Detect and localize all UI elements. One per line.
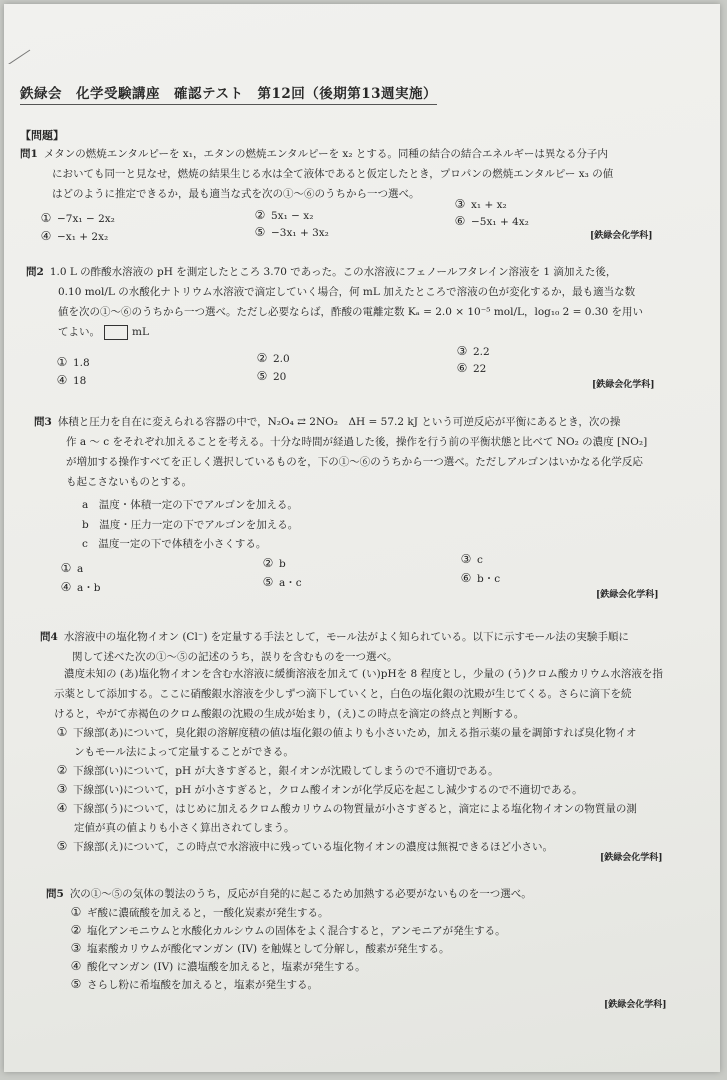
- option-number: ⑥: [456, 361, 468, 375]
- q3-option-1[interactable]: ① a: [60, 561, 84, 575]
- option-number: ④: [70, 959, 82, 973]
- option-number: ③: [460, 552, 472, 566]
- option-number: ③: [70, 941, 82, 955]
- option-number: ③: [56, 782, 68, 796]
- q5-option-5[interactable]: ⑤ さらし粉に希塩酸を加えると，塩素が発生する。: [70, 977, 318, 991]
- q3-line: 体積と圧力を自在に変えられる容器の中で，N₂O₄ ⇄ 2NO₂ ΔH = 57.2 kJ という可逆反応が平衡にあるとき，次の操: [57, 416, 621, 428]
- page-title: 鉄緑会 化学受験講座 確認テスト 第12回（後期第13週実施）: [20, 82, 437, 105]
- q2-title: 問2: [26, 266, 44, 278]
- option-number: ③: [456, 344, 468, 358]
- answer-box[interactable]: [104, 325, 128, 340]
- q1-option-5[interactable]: ⑤ −3x₁ + 3x₂: [254, 225, 329, 239]
- question-3: [34, 412, 714, 492]
- q4-option-3[interactable]: ③ 下線部(い)について，pH が小さすぎると，クロム酸イオンが化学反応を起こし減少するので不適切である。: [56, 782, 583, 796]
- option-number: ①: [40, 211, 52, 225]
- exam-paper: [4, 4, 720, 1072]
- question-5: [46, 884, 716, 904]
- q3-line: が増加する操作すべてを正しく選択しているものを，下の①〜⑥のうちから一つ選べ。ただしアルゴンはいかなる化学反応: [66, 456, 643, 468]
- problem-tag: 【問題】: [20, 129, 64, 142]
- q3-item-a: a 温度・体積一定の下でアルゴンを加える。: [82, 499, 298, 511]
- q4-option-4-cont: 定値が真の値よりも小さく算出されてしまう。: [74, 822, 295, 834]
- q2-line: 値を次の①〜⑥のうちから一つ選べ。ただし必要ならば，酢酸の電離定数 Kₐ = 2.0 × 10⁻⁵ mol/L，log₁₀ 2 = 0.30 を用い: [58, 306, 643, 318]
- q3-item-b: b 温度・圧力一定の下でアルゴンを加える。: [82, 519, 299, 531]
- q3-option-4[interactable]: ④ a・b: [60, 580, 101, 594]
- q2-line: 0.10 mol/L の水酸化ナトリウム水溶液で滴定していく場合，何 mL 加えたところで溶液の色が変化するか，最も適当な数: [58, 286, 636, 298]
- q5-title: 問5: [46, 888, 64, 900]
- q5-option-4[interactable]: ④ 酸化マンガン (IV) に濃塩酸を加えると，塩素が発生する。: [70, 959, 366, 973]
- option-number: ②: [256, 351, 268, 365]
- option-number: ⑤: [56, 839, 68, 853]
- q2-line: てよい。: [58, 326, 100, 338]
- question-2: [26, 262, 716, 342]
- q2-line: 1.0 L の酢酸水溶液の pH を測定したところ 3.70 であった。この水溶液にフェノールフタレイン溶液を 1 滴加えた後，: [49, 266, 617, 278]
- option-number: ①: [60, 561, 72, 575]
- q2-option-6[interactable]: ⑥ 22: [456, 361, 487, 375]
- q4-option-2[interactable]: ② 下線部(い)について，pH が大きすぎると，銀イオンが沈殿してしまうので不適切である。: [56, 763, 499, 777]
- option-number: ①: [56, 725, 68, 739]
- option-number: ②: [254, 208, 266, 222]
- q5-option-3[interactable]: ③ 塩素酸カリウムが酸化マンガン (IV) を触媒として分解し，酸素が発生する。: [70, 941, 450, 955]
- q3-source: [鉄緑会化学科]: [596, 590, 659, 600]
- option-number: ④: [56, 373, 68, 387]
- q2-option-5[interactable]: ⑤ 20: [256, 369, 287, 383]
- q2-option-3[interactable]: ③ 2.2: [456, 344, 490, 358]
- q1-option-4[interactable]: ④ −x₁ + 2x₂: [40, 229, 109, 243]
- q2-option-1[interactable]: ① 1.8: [56, 355, 90, 369]
- q3-option-6[interactable]: ⑥ b・c: [460, 571, 501, 585]
- q1-line: はどのように推定できるか，最も適当な式を次の①〜⑥のうちから一つ選べ。: [52, 188, 420, 200]
- q3-option-3[interactable]: ③ c: [460, 552, 483, 566]
- q2-source: [鉄緑会化学科]: [592, 380, 655, 390]
- q3-line: 作 a 〜 c をそれぞれ加えることを考える。十分な時間が経過した後，操作を行う前の平衡状態と比べて NO₂ の濃度 [NO₂]: [66, 436, 648, 448]
- q1-option-6[interactable]: ⑥ −5x₁ + 4x₂: [454, 214, 529, 228]
- q4-line: 関して述べた次の①〜⑤の記述のうち，誤りを含むものを一つ選べ。: [72, 651, 398, 663]
- q4-procedure: [54, 664, 714, 724]
- option-number: ⑤: [254, 225, 266, 239]
- q4-procedure-line: けると，やがて赤褐色のクロム酸銀の沈殿の生成が始まり，(え)この時点を滴定の終点と判断する。: [54, 708, 525, 720]
- option-number: ⑥: [460, 571, 472, 585]
- q3-item-c: c 温度一定の下で体積を小さくする。: [82, 538, 267, 550]
- option-number: ⑥: [454, 214, 466, 228]
- q4-line: 水溶液中の塩化物イオン (Cl⁻) を定量する手法として，モール法がよく知られている。以下に示すモール法の実験手順に: [63, 631, 629, 643]
- q1-source: [鉄緑会化学科]: [590, 231, 653, 241]
- option-number: ①: [70, 905, 82, 919]
- q2-option-4[interactable]: ④ 18: [56, 373, 87, 387]
- option-number: ⑤: [70, 977, 82, 991]
- option-number: ④: [60, 580, 72, 594]
- q4-statements: [56, 724, 716, 857]
- q2-unit: mL: [132, 326, 149, 338]
- q4-source: [鉄緑会化学科]: [600, 853, 663, 863]
- q4-option-1-cont: ンもモール法によって定量することができる。: [74, 746, 294, 758]
- option-number: ②: [70, 923, 82, 937]
- q1-option-3[interactable]: ③ x₁ + x₂: [454, 197, 507, 211]
- option-number: ③: [454, 197, 466, 211]
- q3-line: も起こさないものとする。: [66, 476, 192, 488]
- q3-option-5[interactable]: ⑤ a・c: [262, 575, 302, 589]
- option-number: ⑤: [262, 575, 274, 589]
- q1-option-1[interactable]: ① −7x₁ − 2x₂: [40, 211, 115, 225]
- paper-crease: [4, 4, 64, 64]
- q4-title: 問4: [40, 631, 58, 643]
- q2-option-2[interactable]: ② 2.0: [256, 351, 290, 365]
- question-4: [40, 627, 716, 667]
- q1-title: 問1: [20, 148, 38, 160]
- q5-statements: [70, 904, 710, 994]
- option-number: ④: [40, 229, 52, 243]
- question-1: [20, 144, 710, 204]
- option-number: ④: [56, 801, 68, 815]
- q4-option-4[interactable]: ④ 下線部(う)について，はじめに加えるクロム酸カリウムの物質量が小さすぎると，滴定による塩化物イオンの物質量の測: [56, 801, 637, 815]
- q4-option-1[interactable]: ① 下線部(あ)について，臭化銀の溶解度積の値は塩化銀の値よりも小さいため，加える指示薬の量を調節すれば臭化物イオ: [56, 725, 637, 739]
- q1-line: メタンの燃焼エンタルピーを x₁，エタンの燃焼エンタルピーを x₂ とする。同種の結合の結合エネルギーは異なる分子内: [43, 148, 608, 160]
- q4-procedure-line: 示薬として添加する。ここに硝酸銀水溶液を少しずつ滴下していくと，白色の塩化銀の沈殿が生じてくる。さらに滴下を続: [54, 688, 632, 700]
- option-number: ②: [262, 556, 274, 570]
- q5-lead: 次の①〜⑤の気体の製法のうち，反応が自発的に起こるため加熱する必要がないものを一つ選べ。: [69, 888, 532, 900]
- q5-option-2[interactable]: ② 塩化アンモニウムと水酸化カルシウムの固体をよく混合すると，アンモニアが発生する。: [70, 923, 506, 937]
- q5-option-1[interactable]: ① ギ酸に濃硫酸を加えると，一酸化炭素が発生する。: [70, 905, 329, 919]
- q4-procedure-line: 濃度未知の (あ)塩化物イオンを含む水溶液に緩衝溶液を加えて (い)pHを 8 程度とし，少量の (う)クロム酸カリウム水溶液を指: [64, 668, 663, 680]
- q5-source: [鉄緑会化学科]: [604, 1000, 667, 1010]
- q1-line: においても同一と見なせ，燃焼の結果生じる水は全て液体であると仮定したとき，プロパンの燃焼エンタルピー x₃ の値: [52, 168, 614, 180]
- option-number: ⑤: [256, 369, 268, 383]
- q3-title: 問3: [34, 416, 52, 428]
- option-number: ②: [56, 763, 68, 777]
- option-number: ①: [56, 355, 68, 369]
- q3-option-2[interactable]: ② b: [262, 556, 286, 570]
- q1-option-2[interactable]: ② 5x₁ − x₂: [254, 208, 314, 222]
- q4-option-5[interactable]: ⑤ 下線部(え)について，この時点で水溶液中に残っている塩化物イオンの濃度は無視できるほど小さい。: [56, 839, 553, 853]
